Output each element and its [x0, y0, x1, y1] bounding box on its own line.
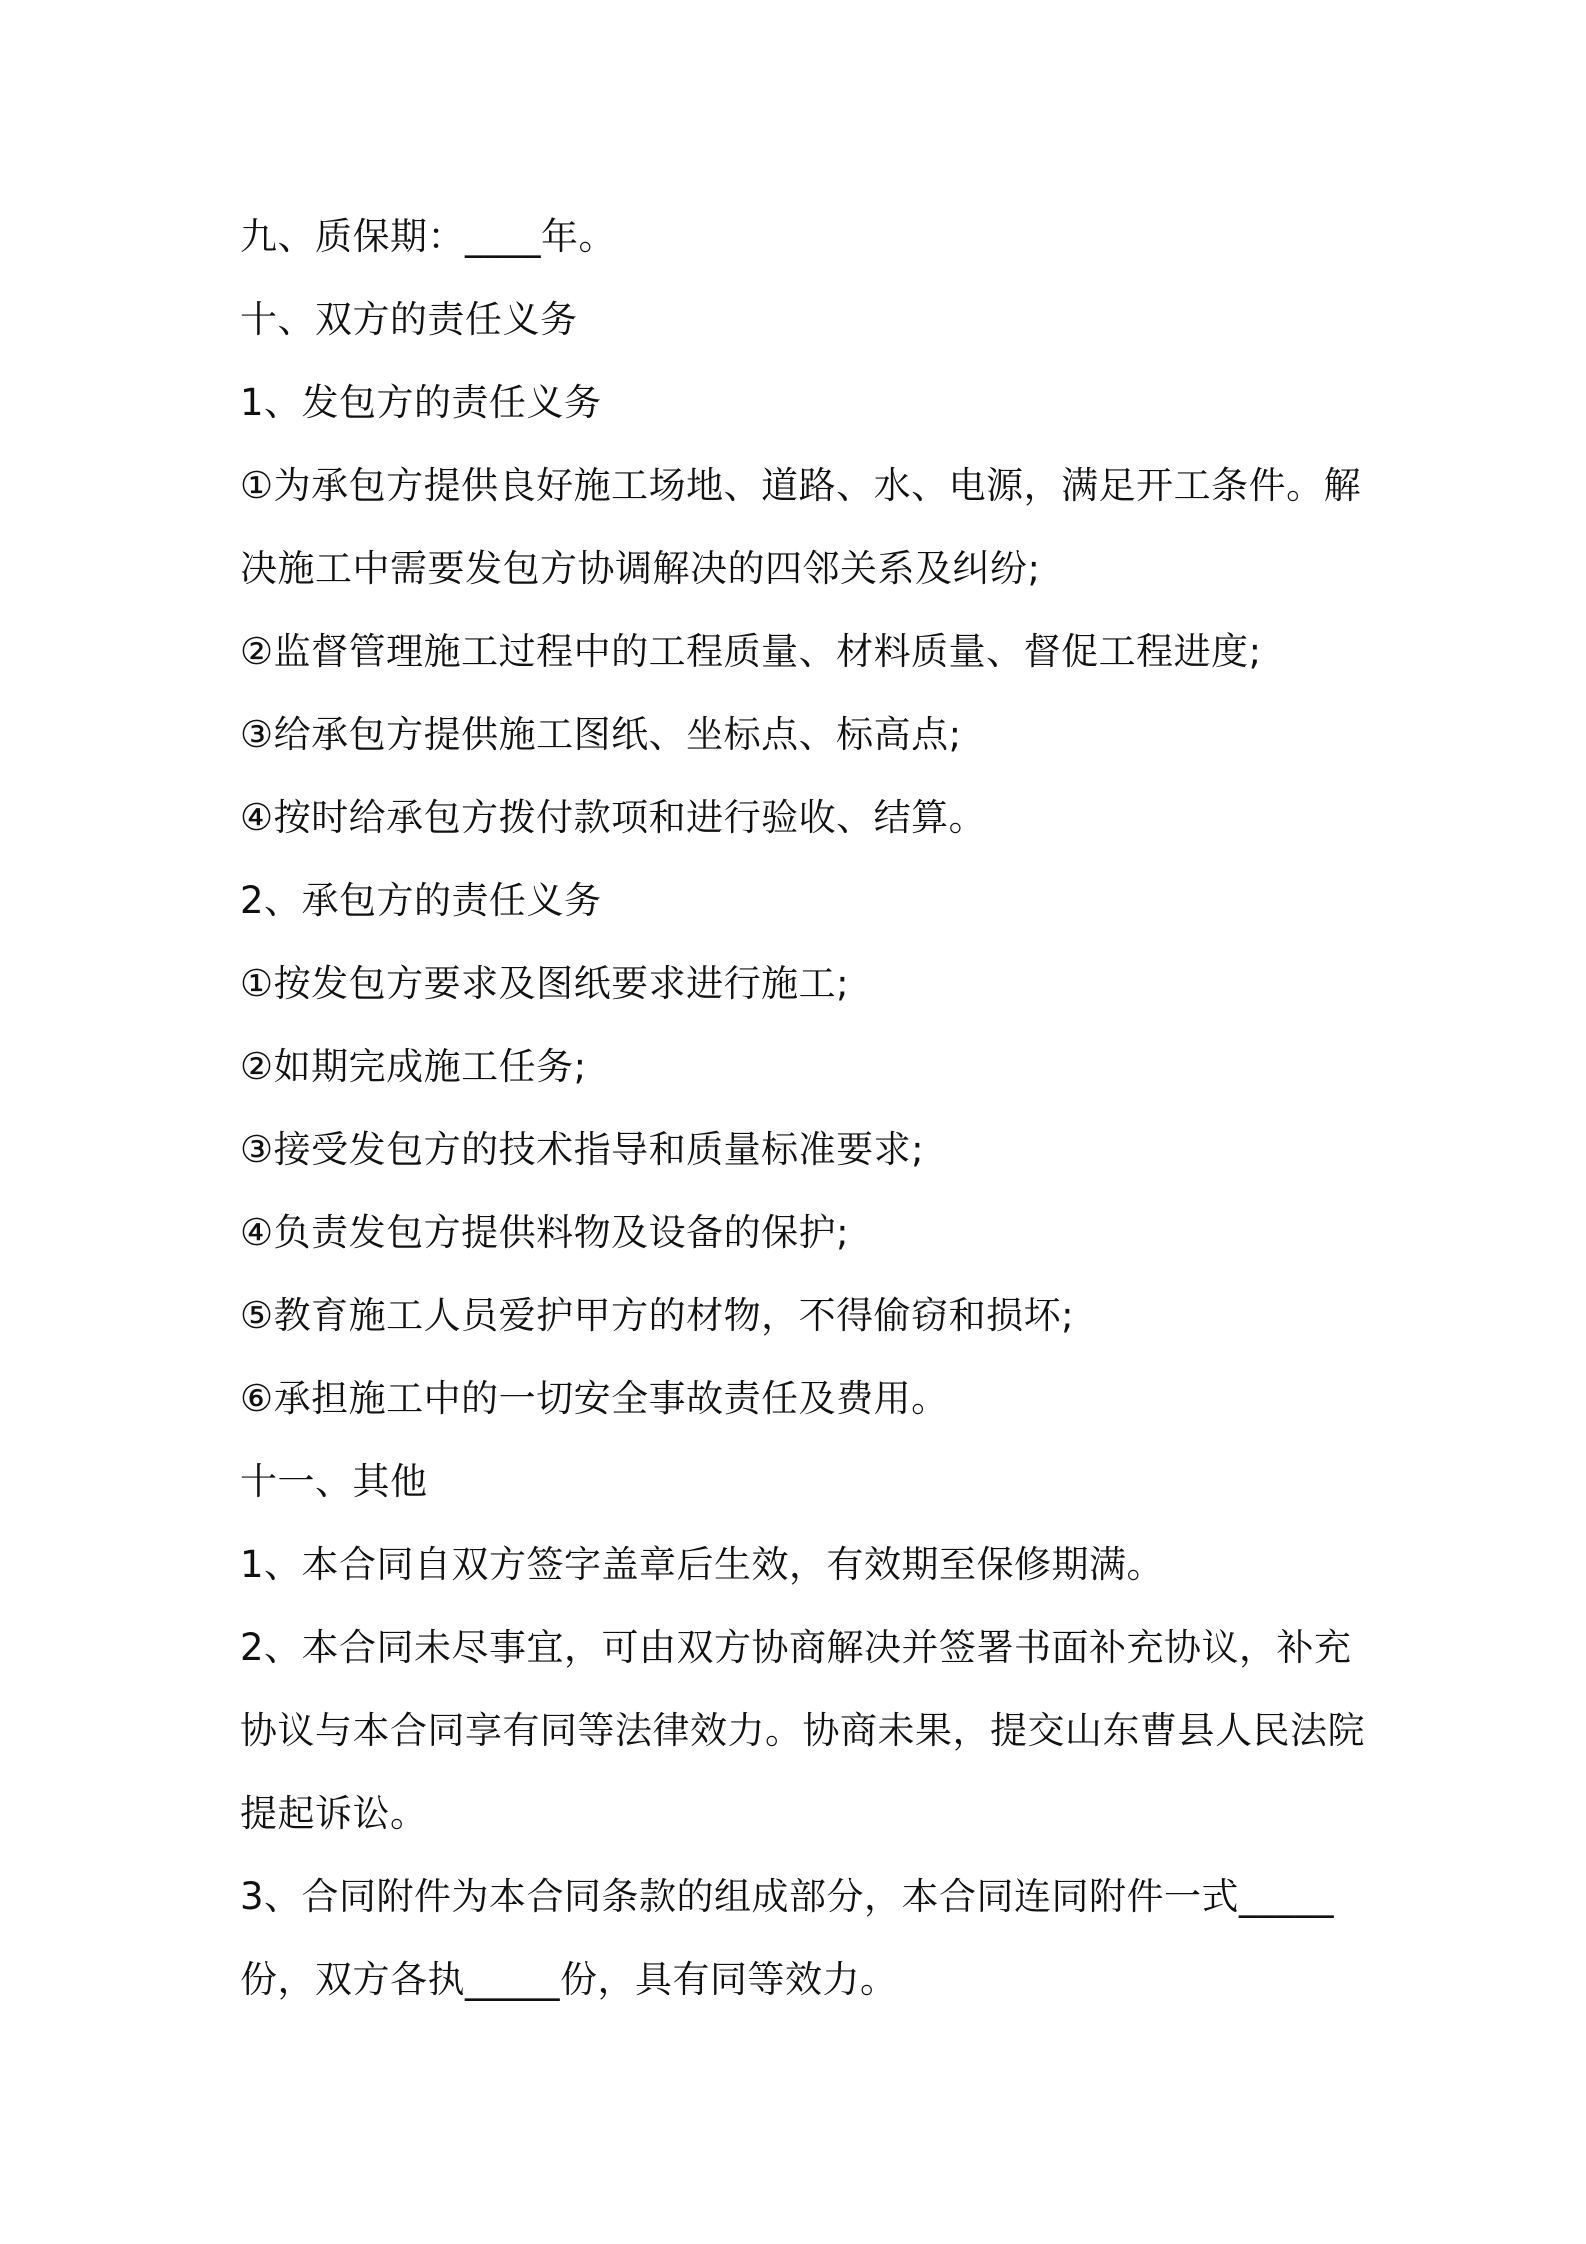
paragraph-line: ①为承包方提供良好施工场地、道路、水、电源，满足开工条件。解 [240, 464, 1362, 507]
paragraph-line: 提起诉讼。 [240, 1792, 428, 1835]
section-heading-other: 十一、其他 [240, 1460, 428, 1503]
subsection-heading-employer: 1、发包方的责任义务 [240, 381, 602, 424]
paragraph-line: ②监督管理施工过程中的工程质量、材料质量、督促工程进度; [240, 630, 1262, 673]
paragraph-line: 协议与本合同享有同等法律效力。协商未果，提交山东曹县人民法院 [240, 1709, 1365, 1752]
paragraph-line: ①按发包方要求及图纸要求进行施工; [240, 962, 850, 1005]
document-body [240, 195, 1365, 2021]
paragraph-line: 决施工中需要发包方协调解决的四邻关系及纠纷; [240, 547, 1041, 590]
paragraph-line: ③给承包方提供施工图纸、坐标点、标高点; [240, 713, 962, 756]
subsection-heading-contractor: 2、承包方的责任义务 [240, 879, 602, 922]
paragraph-line: ②如期完成施工任务; [240, 1045, 587, 1088]
paragraph-line: 2、本合同未尽事宜，可由双方协商解决并签署书面补充协议，补充 [240, 1626, 1352, 1669]
paragraph-line: 3、合同附件为本合同条款的组成部分，本合同连同附件一式_____ [240, 1875, 1335, 1918]
paragraph-line: ③接受发包方的技术指导和质量标准要求; [240, 1128, 925, 1171]
section-heading-warranty: 九、质保期：____年。 [240, 215, 616, 258]
paragraph-line: ⑤教育施工人员爱护甲方的材物，不得偷窃和损坏; [240, 1294, 1075, 1337]
paragraph-line: ④负责发包方提供料物及设备的保护; [240, 1211, 850, 1254]
paragraph-line: 1、本合同自双方签字盖章后生效，有效期至保修期满。 [240, 1543, 1165, 1586]
paragraph-line: ④按时给承包方拨付款项和进行验收、结算。 [240, 796, 987, 839]
paragraph-line: 份，双方各执_____份，具有同等效力。 [240, 1958, 898, 2001]
section-heading-responsibilities: 十、双方的责任义务 [240, 298, 578, 341]
paragraph-line: ⑥承担施工中的一切安全事故责任及费用。 [240, 1377, 949, 1420]
